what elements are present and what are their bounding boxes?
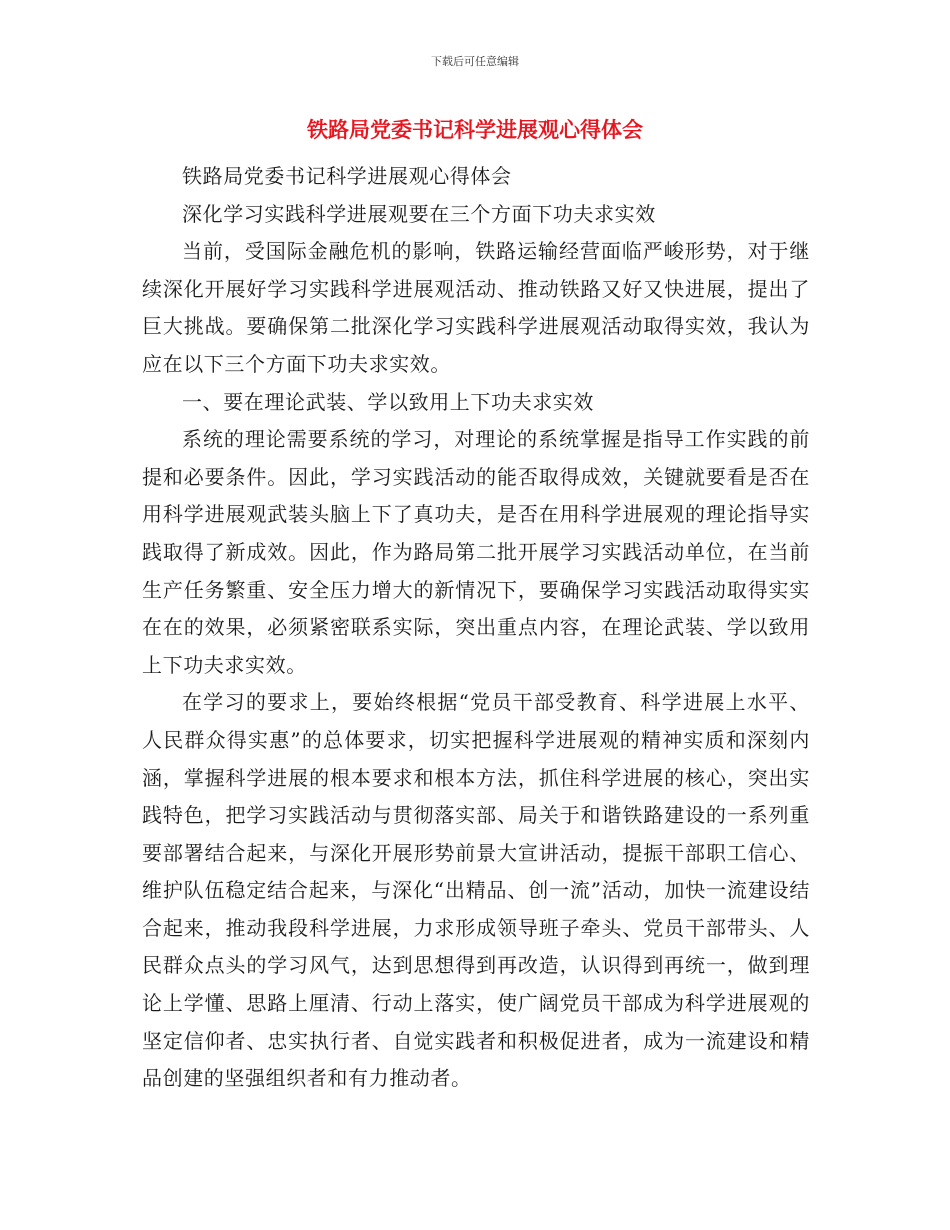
paragraph-theory: 系统的理论需要系统的学习，对理论的系统掌握是指导工作实践的前提和必要条件。因此，学习实践活动的能否取得成效，关键就要看是否在用科学进展观武装头脑上下了真功夫，是否在用科学进展观的理论指导实践取得了新成效。因此，作为路局第二批开展学习实践活动单位，在当前生产任务繁重、安全压力增大的新情况下，要确保学习实践活动取得实实在在的效果，必须紧密联系实际，突出重点内容，在理论武装、学以致用上下功夫求实效。 <box>142 427 810 677</box>
document-title: 铁路局党委书记科学进展观心得体会 <box>307 118 643 142</box>
section-heading-1: 一、要在理论武装、学以致用上下功夫求实效 <box>182 389 594 414</box>
header-note: 下载后可任意编辑 <box>431 55 519 68</box>
paragraph-heading: 深化学习实践科学进展观要在三个方面下功夫求实效 <box>182 201 656 226</box>
paragraph-intro: 当前，受国际金融危机的影响，铁路运输经营面临严峻形势，对于继续深化开展好学习实践科学进展观活动、推动铁路又好又快进展，提出了巨大挑战。要确保第二批深化学习实践科学进展观活动取得实效，我认为应在以下三个方面下功夫求实效。 <box>142 239 810 376</box>
paragraph-requirements: 在学习的要求上，要始终根据“党员干部受教育、科学进展上水平、人民群众得实惠”的总体要求，切实把握科学进展观的精神实质和深刻内涵，掌握科学进展的根本要求和根本方法，抓住科学进展的核心，突出实践特色，把学习实践活动与贯彻落实部、局关于和谐铁路建设的一系列重要部署结合起来，与深化开展形势前景大宣讲活动，提振干部职工信心、维护队伍稳定结合起来，与深化“出精品、创一流”活动，加快一流建设结合起来，推动我段科学进展，力求形成领导班子牵头、党员干部带头、人民群众点头的学习风气，达到思想得到再改造，认识得到再统一，做到理论上学懂、思路上厘清、行动上落实，使广阔党员干部成为科学进展观的坚定信仰者、忠实执行者、自觉实践者和积极促进者，成为一流建设和精品创建的坚强组织者和有力推动者。 <box>142 690 810 1091</box>
paragraph-subtitle: 铁路局党委书记科学进展观心得体会 <box>182 164 512 188</box>
document-body <box>142 158 810 1098</box>
